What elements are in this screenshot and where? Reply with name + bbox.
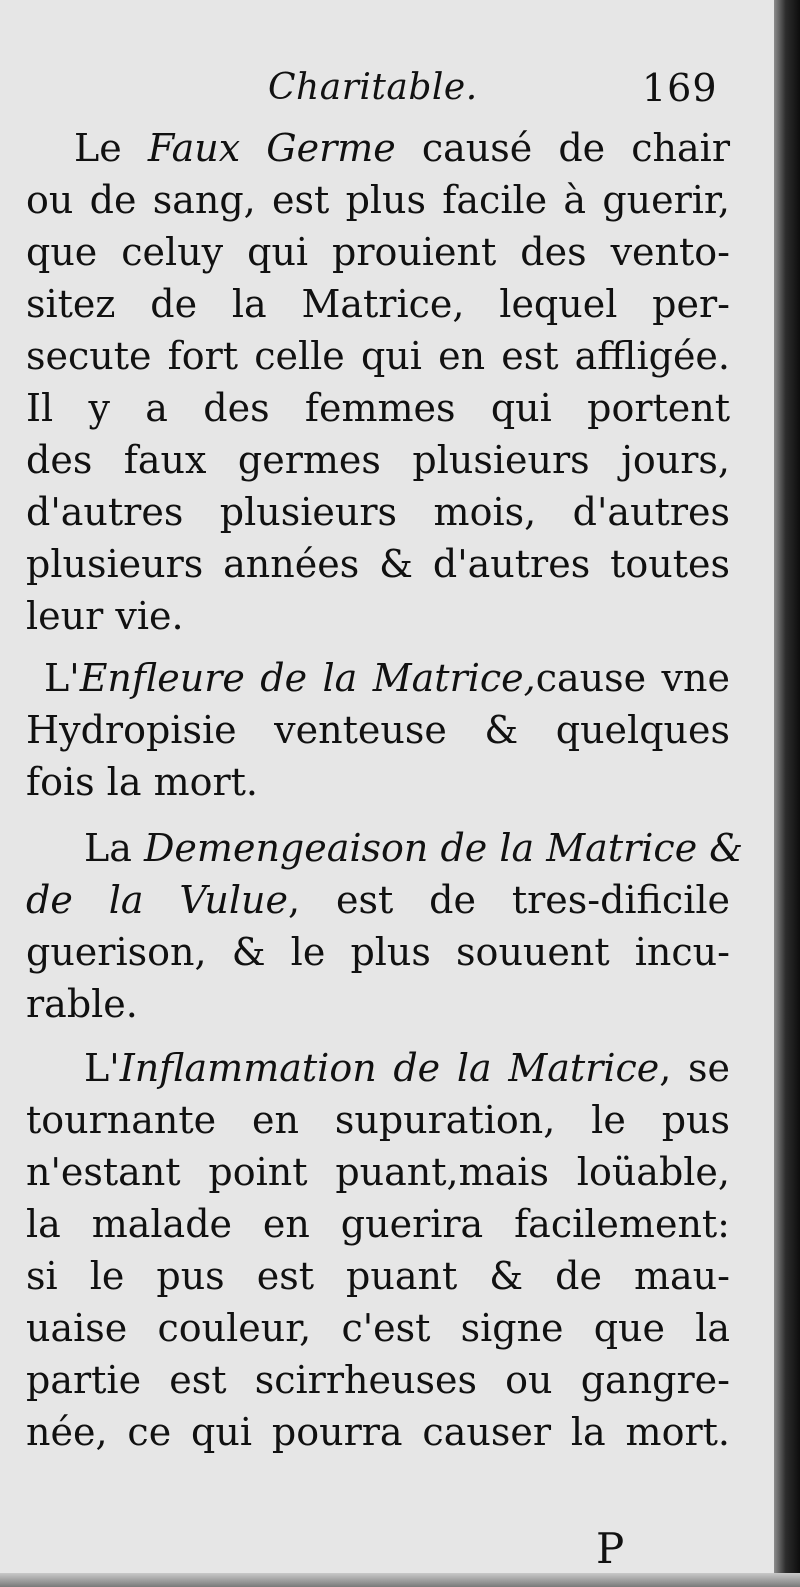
text-line: la malade en guerira facilement: [26,1202,730,1246]
text-run: cause vne [535,656,730,700]
text-run: La [84,826,144,870]
text-line [74,122,730,174]
text-line: partie est scirrheuses ou gangre- [26,1358,730,1402]
text-run: , se [659,1046,730,1090]
text-line: Il y a des femmes qui portent [26,386,730,430]
running-head: Charitable. [268,67,478,108]
text-line: née, ce qui pourra causer la mort. [26,1410,730,1454]
text-run: L' [84,1046,120,1090]
text-line: sitez de la Matrice, lequel per- [26,282,730,326]
text-line: n'estant point puant,mais loüable, [26,1150,730,1194]
text-line: fois la mort. [26,760,258,804]
text-run: L' [44,656,80,700]
text-run: Le [74,126,148,170]
italic-term: Demengeaison de la Matrice & [143,826,744,870]
printer-signature-mark: P [596,1524,625,1573]
text-run: causé de chair [395,126,730,170]
text-line: des faux germes plusieurs jours, [26,438,730,482]
italic-term: Enfleure de la Matrice, [79,656,536,700]
text-line: uaise couleur, c'est signe que la [26,1306,730,1350]
page-number: 169 [642,66,718,110]
text-run: , est de tres-dificile [288,878,730,922]
italic-term: Inflammation de la Matrice [119,1046,660,1090]
text-line: secute fort celle qui en est affligée. [26,334,730,378]
text-line: tournante en supuration, le pus [26,1098,730,1142]
italic-term: de la Vulue [26,878,288,922]
text-line: que celuy qui prouient des vento- [26,230,730,274]
text-line: si le pus est puant & de mau- [26,1254,730,1298]
italic-term: Faux Germe [147,126,396,170]
text-line [84,1042,730,1094]
text-line: leur vie. [26,594,184,638]
text-line [26,874,730,926]
text-line: ou de sang, est plus facile à guerir, [26,178,730,222]
text-line: d'autres plusieurs mois, d'autres [26,490,730,534]
text-line: guerison, & le plus souuent incu- [26,930,730,974]
text-line: plusieurs années & d'autres toutes [26,542,730,586]
text-line: rable. [26,982,138,1026]
text-line [44,652,730,704]
page-binding-edge [774,0,800,1587]
page-bottom-edge [0,1573,800,1587]
text-line [84,822,744,874]
page-header [0,68,770,118]
text-line: Hydropisie venteuse & quelques [26,708,730,752]
